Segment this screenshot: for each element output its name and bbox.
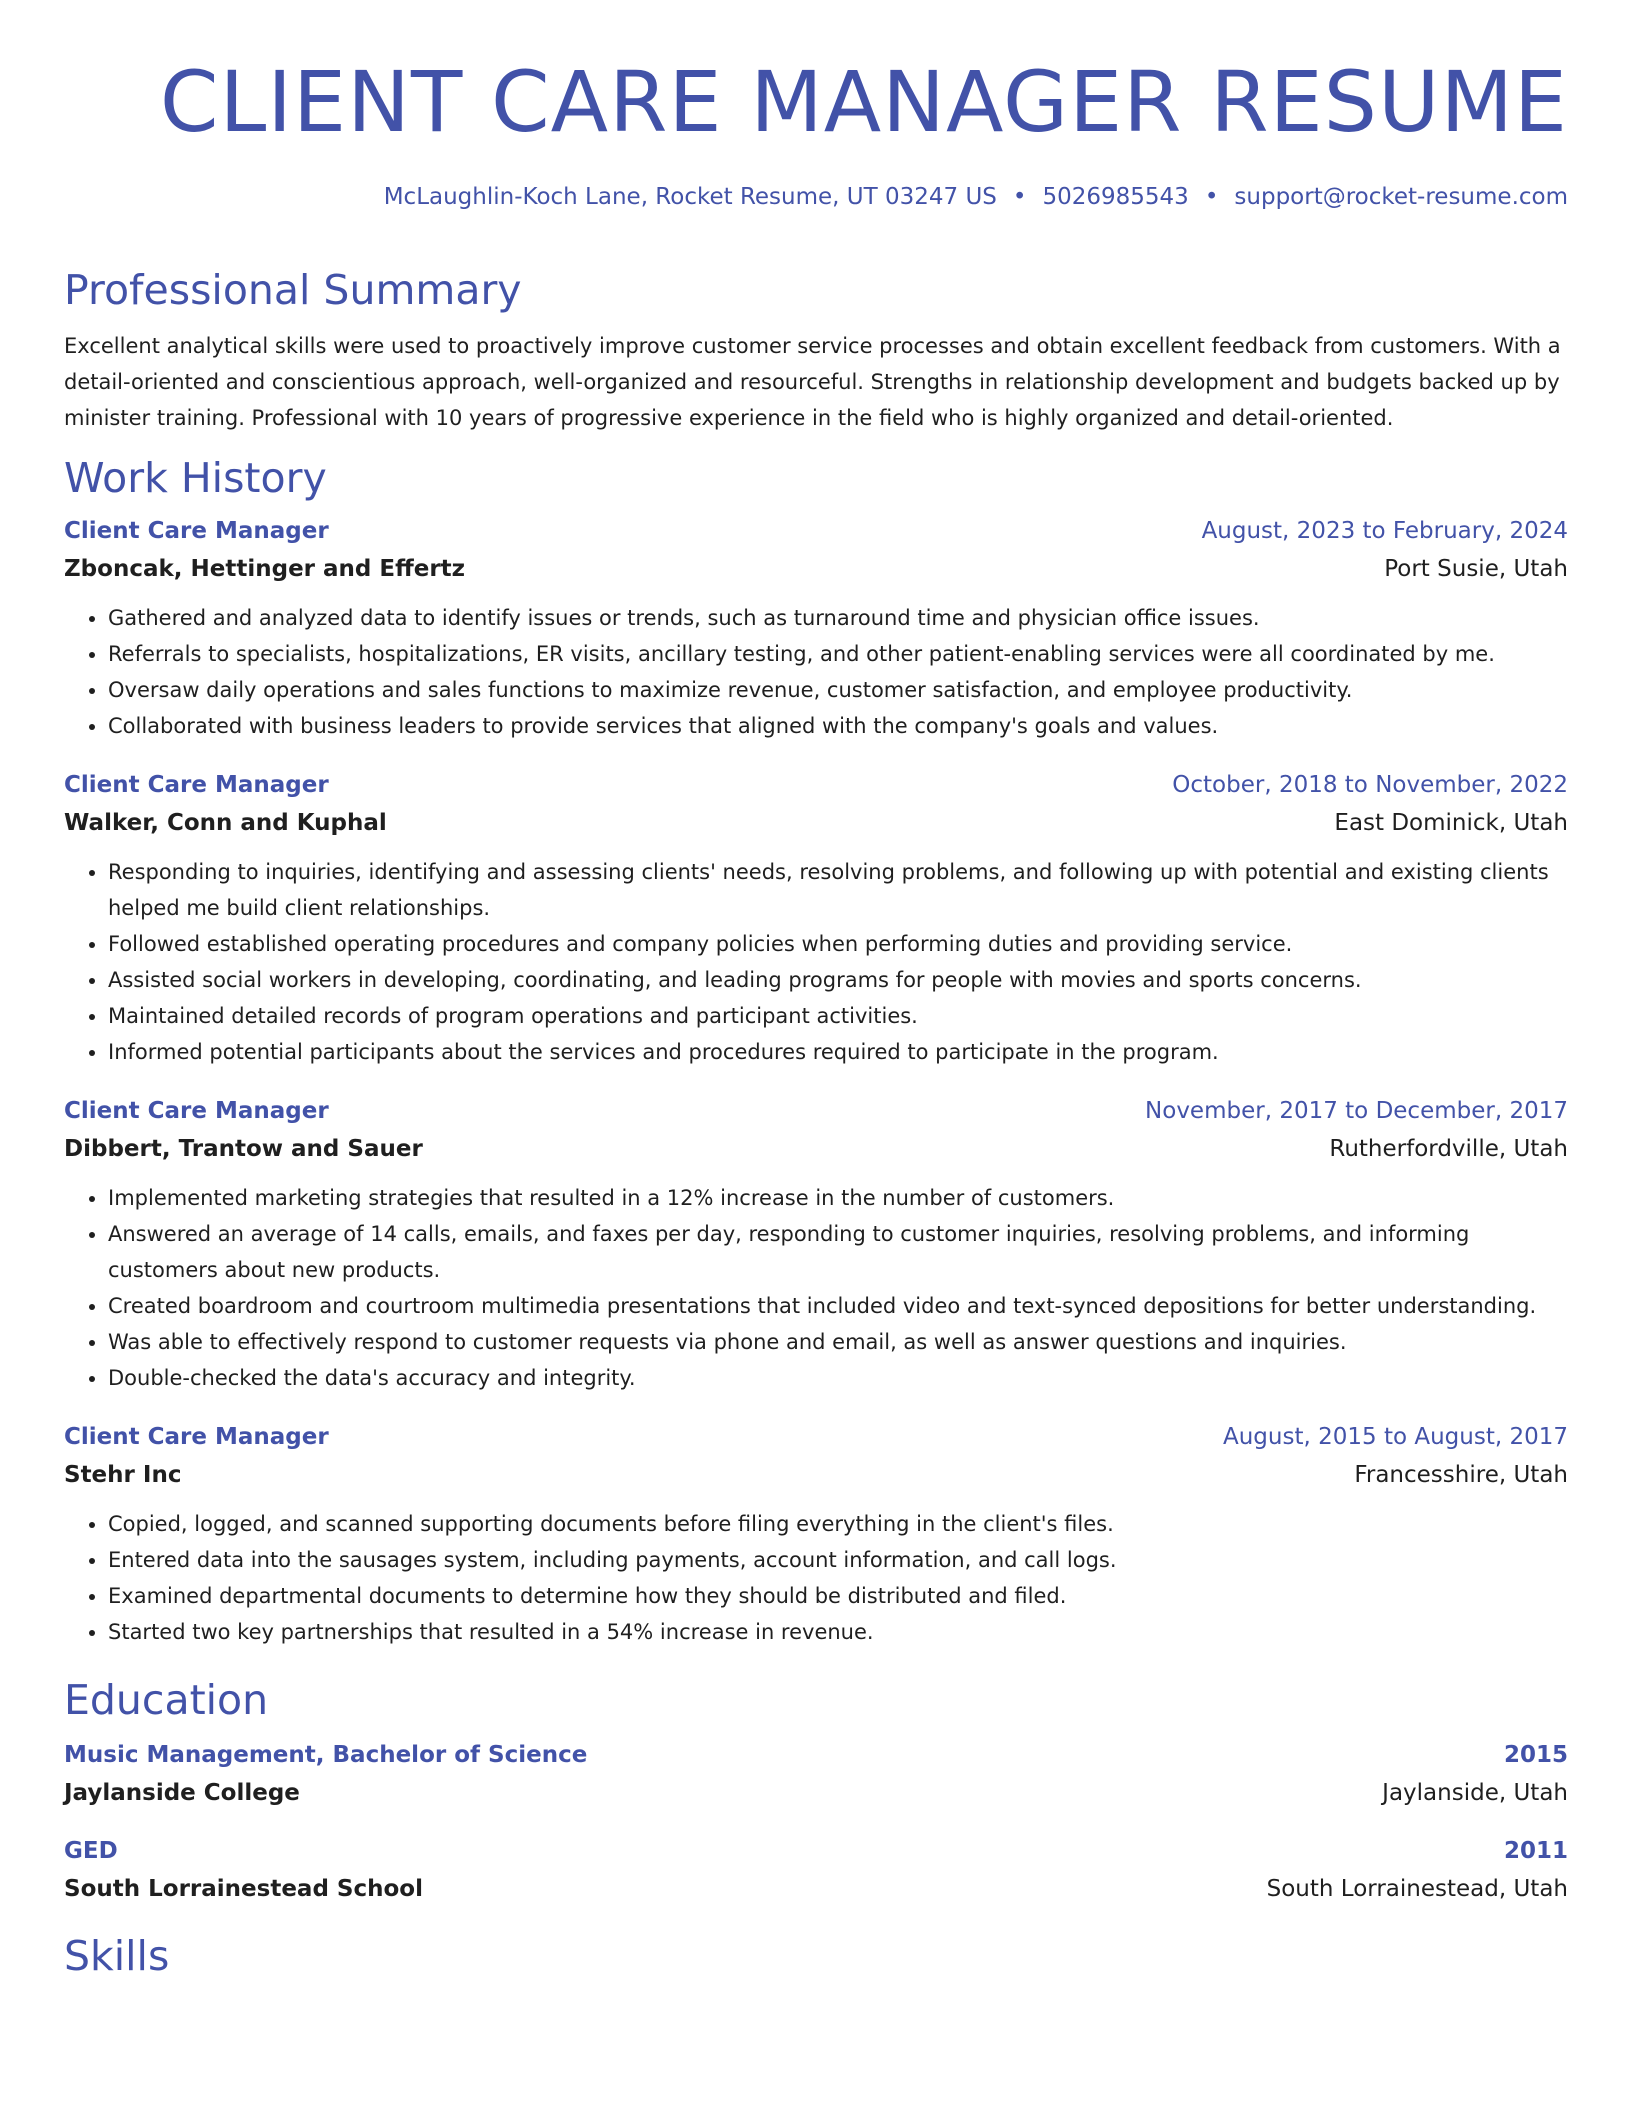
job-bullet: • Assisted social workers in developing, coordinating, and leading programs for people with movies and sports concerns. [108,962,1568,998]
job-bullets [64,1506,1568,1650]
job-employer: Walker, Conn and Kuphal [64,810,387,836]
work-history-heading: Work History [64,454,327,502]
school-location: South Lorrainestead, Utah [1266,1876,1568,1902]
job-bullet: • Oversaw daily operations and sales functions to maximize revenue, customer satisfaction, and employee productivity. [108,672,1568,708]
phone-text: 5026985543 [1042,184,1189,210]
resume-body [64,262,1568,1984]
job-bullet: • Examined departmental documents to determine how they should be distributed and filed. [108,1578,1568,1614]
job-employer: Dibbert, Trantow and Sauer [64,1136,423,1162]
job-title: Client Care Manager [64,518,329,544]
education-entry [64,1736,1568,1812]
job-bullets [64,600,1568,744]
job-bullet: • Copied, logged, and scanned supporting documents before filing everything in the client's files. [108,1506,1568,1542]
resume-title: CLIENT CARE MANAGER RESUME [159,53,1568,151]
summary-heading: Professional Summary [64,266,522,314]
graduation-year: 2015 [1503,1742,1568,1768]
job-dates: November, 2017 to December, 2017 [1145,1098,1568,1124]
job-bullet: • Followed established operating procedures and company policies when performing duties and providing service. [108,926,1568,962]
contact-line [384,180,1568,214]
job-bullet: • Entered data into the sausages system, including payments, account information, and call logs. [108,1542,1568,1578]
job-location: Port Susie, Utah [1384,556,1568,582]
job-location: Rutherfordville, Utah [1329,1136,1568,1162]
job-entry [64,1092,1568,1396]
job-employer: Zboncak, Hettinger and Effertz [64,556,466,582]
school-name: South Lorrainestead School [64,1876,423,1902]
job-bullets [64,854,1568,1070]
job-bullet: • Maintained detailed records of program operations and participant activities. [108,998,1568,1034]
job-bullets [64,1180,1568,1396]
school-name: Jaylanside College [64,1780,300,1806]
degree-title: GED [64,1838,118,1864]
email-link[interactable]: support@rocket-resume.com [1234,184,1568,210]
job-employer: Stehr Inc [64,1462,182,1488]
job-dates: August, 2015 to August, 2017 [1223,1424,1568,1450]
job-title: Client Care Manager [64,772,329,798]
job-location: Francesshire, Utah [1354,1462,1568,1488]
job-title: Client Care Manager [64,1424,329,1450]
job-bullet: • Created boardroom and courtroom multimedia presentations that included video and text-synced depositions for better understanding. [108,1288,1568,1324]
job-entry [64,1418,1568,1650]
summary-text: Excellent analytical skills were used to proactively improve customer service processes and obtain excellent feedback from customers. With a detail-oriented and conscientious approach, well-organized and resourceful. Strengths in relationship development and budgets backed up by minister training. Professional with 10 years of progressive experience in the field who is highly organized and detail-oriented. [64,334,1561,430]
job-entry [64,512,1568,744]
job-bullet: • Was able to effectively respond to customer requests via phone and email, as well as answer questions and inquiries. [108,1324,1568,1360]
job-bullet: • Responding to inquiries, identifying and assessing clients' needs, resolving problems, and following up with potential and existing clients helped me build client relationships. [108,854,1568,926]
contact-separator: • [1204,184,1219,210]
degree-title: Music Management, Bachelor of Science [64,1742,588,1768]
job-title: Client Care Manager [64,1098,329,1124]
school-location: Jaylanside, Utah [1382,1780,1568,1806]
job-entry [64,766,1568,1070]
address-text: McLaughlin-Koch Lane, Rocket Resume, UT 03247 US [383,184,997,210]
job-bullet: • Referrals to specialists, hospitalizations, ER visits, ancillary testing, and other patient-enabling services were all coordinated by me. [108,636,1568,672]
job-dates: October, 2018 to November, 2022 [1172,772,1568,798]
job-dates: August, 2023 to February, 2024 [1201,518,1568,544]
job-bullet: • Answered an average of 14 calls, emails, and faxes per day, responding to customer inquiries, resolving problems, and informing customers about new products. [108,1216,1568,1288]
skills-heading: Skills [64,1932,170,1980]
education-entry [64,1832,1568,1908]
contact-separator: • [1012,184,1027,210]
education-heading: Education [64,1676,269,1724]
job-bullet: • Gathered and analyzed data to identify issues or trends, such as turnaround time and physician office issues. [108,600,1568,636]
job-bullet: • Implemented marketing strategies that resulted in a 12% increase in the number of customers. [108,1180,1568,1216]
graduation-year: 2011 [1503,1838,1568,1864]
job-bullet: • Double-checked the data's accuracy and integrity. [108,1360,1568,1396]
job-location: East Dominick, Utah [1334,810,1568,836]
job-bullet: • Collaborated with business leaders to provide services that aligned with the company's goals and values. [108,708,1568,744]
job-bullet: • Started two key partnerships that resulted in a 54% increase in revenue. [108,1614,1568,1650]
job-bullet: • Informed potential participants about the services and procedures required to participate in the program. [108,1034,1568,1070]
